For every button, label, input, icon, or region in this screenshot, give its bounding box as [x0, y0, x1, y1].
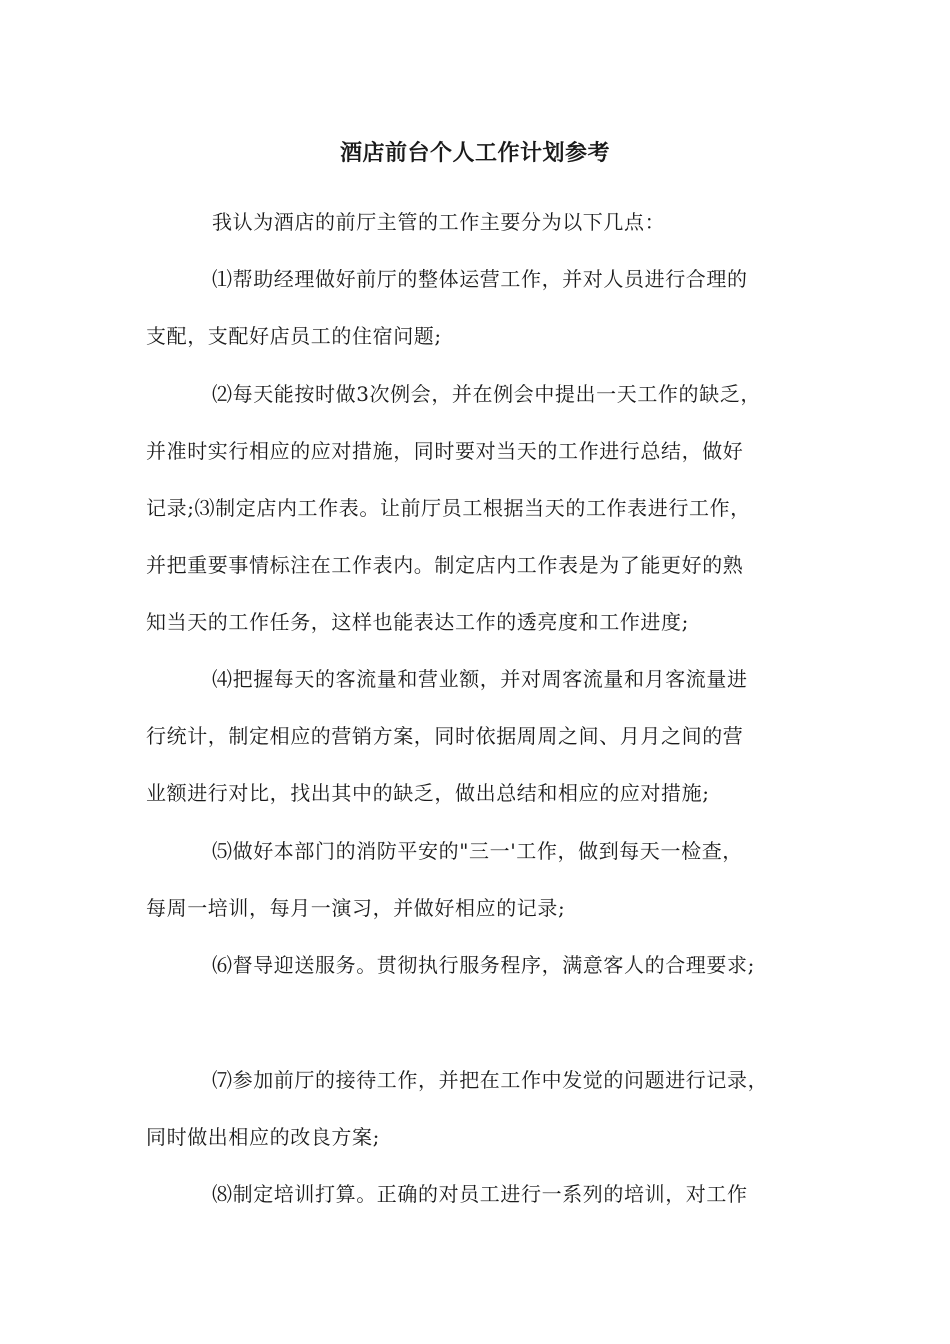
paragraph-line: 行统计，制定相应的营销方案，同时依据周周之间、月月之间的营 — [146, 724, 744, 748]
paragraph-line: 并准时实行相应的应对措施，同时要对当天的工作进行总结，做好 — [146, 439, 744, 463]
paragraph-line: ⑹督导迎送服务。贯彻执行服务程序，满意客人的合理要求; — [212, 953, 755, 977]
document-title: 酒店前台个人工作计划参考 — [339, 140, 610, 166]
paragraph-line: 并把重要事情标注在工作表内。制定店内工作表是为了能更好的熟 — [146, 553, 744, 577]
paragraph-line: 业额进行对比，找出其中的缺乏，做出总结和相应的应对措施; — [146, 781, 710, 805]
paragraph-line: ⑸做好本部门的消防平安的"三一'工作，做到每天一检查， — [212, 839, 743, 863]
paragraph-line: ⑴帮助经理做好前厅的整体运营工作，并对人员进行合理的 — [212, 267, 748, 291]
paragraph-line: 每周一培训，每月一演习，并做好相应的记录; — [146, 896, 566, 920]
paragraph-line: 记录;⑶制定店内工作表。让前厅员工根据当天的工作表进行工作， — [146, 496, 751, 520]
paragraph-line: 支配，支配好店员工的住宿问题; — [146, 324, 442, 348]
paragraph-line: 知当天的工作任务，这样也能表达工作的透亮度和工作进度; — [146, 610, 689, 634]
paragraph-line: ⑻制定培训打算。正确的对员工进行一系列的培训，对工作 — [212, 1182, 748, 1206]
paragraph-line: 同时做出相应的改良方案; — [146, 1125, 380, 1149]
paragraph-line: ⑺参加前厅的接待工作，并把在工作中发觉的问题进行记录， — [212, 1068, 769, 1092]
paragraph-line: ⑷把握每天的客流量和营业额，并对周客流量和月客流量进 — [212, 667, 748, 691]
paragraph-line: ⑵每天能按时做3次例会，并在例会中提出一天工作的缺乏， — [212, 382, 761, 406]
paragraph-line: 我认为酒店的前厅主管的工作主要分为以下几点： — [212, 210, 666, 234]
